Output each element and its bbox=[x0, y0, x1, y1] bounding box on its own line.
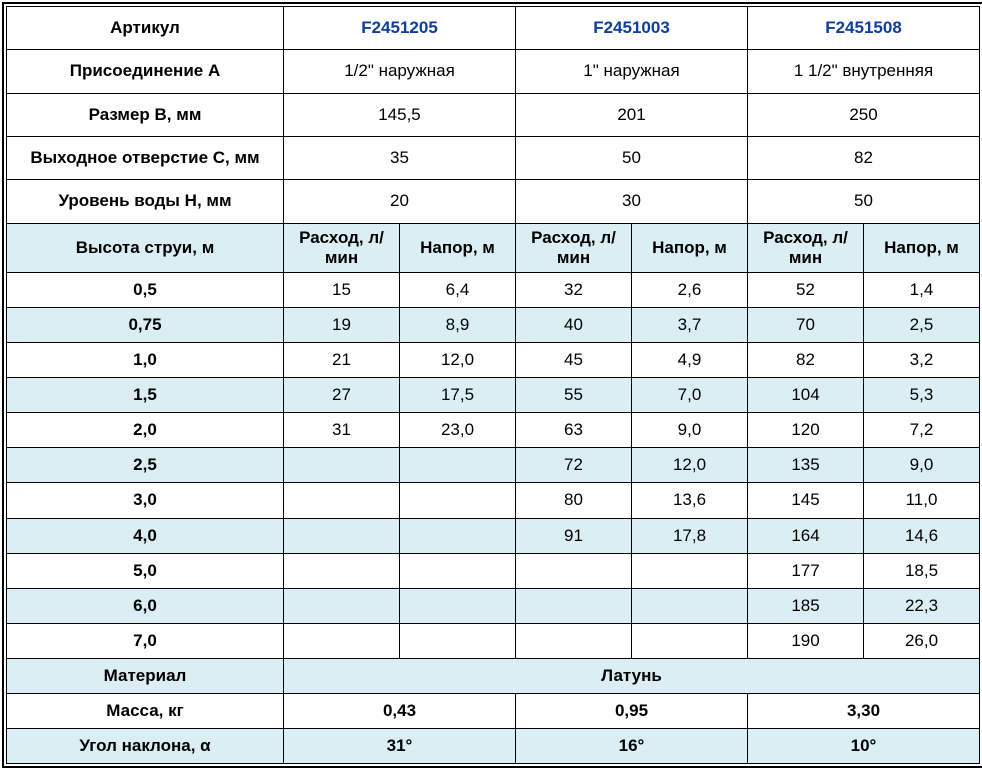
flow-row bbox=[7, 553, 980, 588]
row-size-b bbox=[7, 93, 980, 136]
connection-value-cell: 1 1/2" внутренняя bbox=[748, 50, 980, 93]
flow-value-cell: 8,9 bbox=[400, 308, 516, 343]
flow-value-cell: 12,0 bbox=[400, 343, 516, 378]
angle-value-cell: 16° bbox=[516, 728, 748, 763]
flow-value-cell bbox=[284, 588, 400, 623]
connection-value-cell: 1/2" наружная bbox=[284, 50, 516, 93]
flow-value-cell: 3,7 bbox=[632, 308, 748, 343]
flow-value-cell bbox=[284, 553, 400, 588]
outlet-c-value-cell: 50 bbox=[516, 136, 748, 179]
flow-value-cell: 1,4 bbox=[864, 273, 980, 308]
jet-height-cell: 1,5 bbox=[7, 378, 284, 413]
jet-height-header-cell: Высота струи, м bbox=[7, 223, 284, 273]
flow-value-cell: 40 bbox=[516, 308, 632, 343]
flow-value-cell: 82 bbox=[748, 343, 864, 378]
flow-row bbox=[7, 448, 980, 483]
flow-value-cell: 12,0 bbox=[632, 448, 748, 483]
flow-value-cell bbox=[516, 588, 632, 623]
flow-value-cell: 32 bbox=[516, 273, 632, 308]
row-material bbox=[7, 658, 980, 693]
mass-value-cell: 0,43 bbox=[284, 693, 516, 728]
jet-height-cell: 2,0 bbox=[7, 413, 284, 448]
article-link[interactable]: F2451508 bbox=[748, 7, 980, 50]
flow-value-cell: 11,0 bbox=[864, 483, 980, 518]
flow-value-cell: 4,9 bbox=[632, 343, 748, 378]
flow-value-cell: 177 bbox=[748, 553, 864, 588]
flow-row bbox=[7, 343, 980, 378]
mass-row-label: Масса, кг bbox=[7, 693, 284, 728]
flow-value-cell: 7,0 bbox=[632, 378, 748, 413]
article-row-label: Артикул bbox=[7, 7, 284, 50]
flow-row bbox=[7, 483, 980, 518]
flow-value-cell bbox=[400, 483, 516, 518]
article-link[interactable]: F2451205 bbox=[284, 7, 516, 50]
flow-header-row bbox=[7, 223, 980, 273]
flow-value-cell bbox=[400, 448, 516, 483]
flow-value-cell: 70 bbox=[748, 308, 864, 343]
jet-height-cell: 5,0 bbox=[7, 553, 284, 588]
flow-value-cell: 52 bbox=[748, 273, 864, 308]
connection-row-label: Присоединение A bbox=[7, 50, 284, 93]
size-b-value-cell: 250 bbox=[748, 93, 980, 136]
flow-value-cell: 72 bbox=[516, 448, 632, 483]
flow-value-cell: 104 bbox=[748, 378, 864, 413]
flow-value-cell: 17,8 bbox=[632, 518, 748, 553]
mass-value-cell: 0,95 bbox=[516, 693, 748, 728]
flow-row bbox=[7, 308, 980, 343]
jet-height-cell: 7,0 bbox=[7, 623, 284, 658]
material-row-label: Материал bbox=[7, 658, 284, 693]
flow-value-cell bbox=[632, 553, 748, 588]
flow-value-cell: 13,6 bbox=[632, 483, 748, 518]
flow-value-cell: 3,2 bbox=[864, 343, 980, 378]
flow-row bbox=[7, 623, 980, 658]
flow-value-cell: 164 bbox=[748, 518, 864, 553]
size-b-value-cell: 201 bbox=[516, 93, 748, 136]
flow-value-cell: 55 bbox=[516, 378, 632, 413]
flow-row bbox=[7, 273, 980, 308]
flow-value-cell bbox=[632, 623, 748, 658]
water-level-value-cell: 30 bbox=[516, 180, 748, 223]
head-header-cell: Напор, м bbox=[400, 223, 516, 273]
flow-row bbox=[7, 378, 980, 413]
flow-value-cell bbox=[284, 448, 400, 483]
flow-value-cell: 45 bbox=[516, 343, 632, 378]
flow-value-cell: 80 bbox=[516, 483, 632, 518]
water-level-value-cell: 50 bbox=[748, 180, 980, 223]
water-level-row-label: Уровень воды H, мм bbox=[7, 180, 284, 223]
jet-height-cell: 3,0 bbox=[7, 483, 284, 518]
flow-value-cell bbox=[400, 588, 516, 623]
jet-height-cell: 2,5 bbox=[7, 448, 284, 483]
head-header-cell: Напор, м bbox=[632, 223, 748, 273]
water-level-value-cell: 20 bbox=[284, 180, 516, 223]
flow-value-cell: 7,2 bbox=[864, 413, 980, 448]
flow-row bbox=[7, 413, 980, 448]
flow-value-cell: 17,5 bbox=[400, 378, 516, 413]
product-spec-table bbox=[6, 6, 980, 764]
flow-value-cell: 14,6 bbox=[864, 518, 980, 553]
flow-value-cell: 145 bbox=[748, 483, 864, 518]
row-water-level-h bbox=[7, 180, 980, 223]
flow-value-cell: 22,3 bbox=[864, 588, 980, 623]
flow-rate-header-cell: Расход, л/мин bbox=[748, 223, 864, 273]
size-b-row-label: Размер B, мм bbox=[7, 93, 284, 136]
flow-value-cell: 19 bbox=[284, 308, 400, 343]
flow-value-cell: 135 bbox=[748, 448, 864, 483]
row-connection bbox=[7, 50, 980, 93]
angle-row-label: Угол наклона, α bbox=[7, 728, 284, 763]
flow-value-cell bbox=[400, 518, 516, 553]
flow-value-cell: 6,4 bbox=[400, 273, 516, 308]
flow-value-cell: 2,6 bbox=[632, 273, 748, 308]
flow-value-cell bbox=[632, 588, 748, 623]
material-value-cell: Латунь bbox=[284, 658, 980, 693]
flow-value-cell bbox=[516, 553, 632, 588]
flow-value-cell: 21 bbox=[284, 343, 400, 378]
flow-value-cell bbox=[516, 623, 632, 658]
mass-value-cell: 3,30 bbox=[748, 693, 980, 728]
flow-value-cell: 120 bbox=[748, 413, 864, 448]
angle-value-cell: 10° bbox=[748, 728, 980, 763]
flow-value-cell bbox=[284, 483, 400, 518]
flow-row bbox=[7, 518, 980, 553]
flow-value-cell: 91 bbox=[516, 518, 632, 553]
flow-value-cell bbox=[284, 518, 400, 553]
flow-value-cell: 27 bbox=[284, 378, 400, 413]
article-link[interactable]: F2451003 bbox=[516, 7, 748, 50]
flow-value-cell: 63 bbox=[516, 413, 632, 448]
flow-value-cell: 23,0 bbox=[400, 413, 516, 448]
flow-value-cell: 2,5 bbox=[864, 308, 980, 343]
row-mass bbox=[7, 693, 980, 728]
row-angle bbox=[7, 728, 980, 763]
connection-value-cell: 1" наружная bbox=[516, 50, 748, 93]
size-b-value-cell: 145,5 bbox=[284, 93, 516, 136]
flow-value-cell: 190 bbox=[748, 623, 864, 658]
flow-value-cell: 15 bbox=[284, 273, 400, 308]
flow-row bbox=[7, 588, 980, 623]
jet-height-cell: 4,0 bbox=[7, 518, 284, 553]
outlet-c-value-cell: 82 bbox=[748, 136, 980, 179]
table-frame bbox=[2, 2, 982, 768]
flow-value-cell: 185 bbox=[748, 588, 864, 623]
flow-rate-header-cell: Расход, л/мин bbox=[284, 223, 400, 273]
head-header-cell: Напор, м bbox=[864, 223, 980, 273]
flow-value-cell: 9,0 bbox=[632, 413, 748, 448]
row-outlet-c bbox=[7, 136, 980, 179]
flow-value-cell: 18,5 bbox=[864, 553, 980, 588]
flow-value-cell bbox=[400, 553, 516, 588]
angle-value-cell: 31° bbox=[284, 728, 516, 763]
jet-height-cell: 6,0 bbox=[7, 588, 284, 623]
flow-value-cell bbox=[400, 623, 516, 658]
flow-value-cell: 31 bbox=[284, 413, 400, 448]
flow-value-cell bbox=[284, 623, 400, 658]
outlet-c-row-label: Выходное отверстие C, мм bbox=[7, 136, 284, 179]
flow-value-cell: 9,0 bbox=[864, 448, 980, 483]
flow-rate-header-cell: Расход, л/мин bbox=[516, 223, 632, 273]
flow-value-cell: 26,0 bbox=[864, 623, 980, 658]
flow-value-cell: 5,3 bbox=[864, 378, 980, 413]
outlet-c-value-cell: 35 bbox=[284, 136, 516, 179]
jet-height-cell: 0,5 bbox=[7, 273, 284, 308]
row-article bbox=[7, 7, 980, 50]
jet-height-cell: 1,0 bbox=[7, 343, 284, 378]
jet-height-cell: 0,75 bbox=[7, 308, 284, 343]
